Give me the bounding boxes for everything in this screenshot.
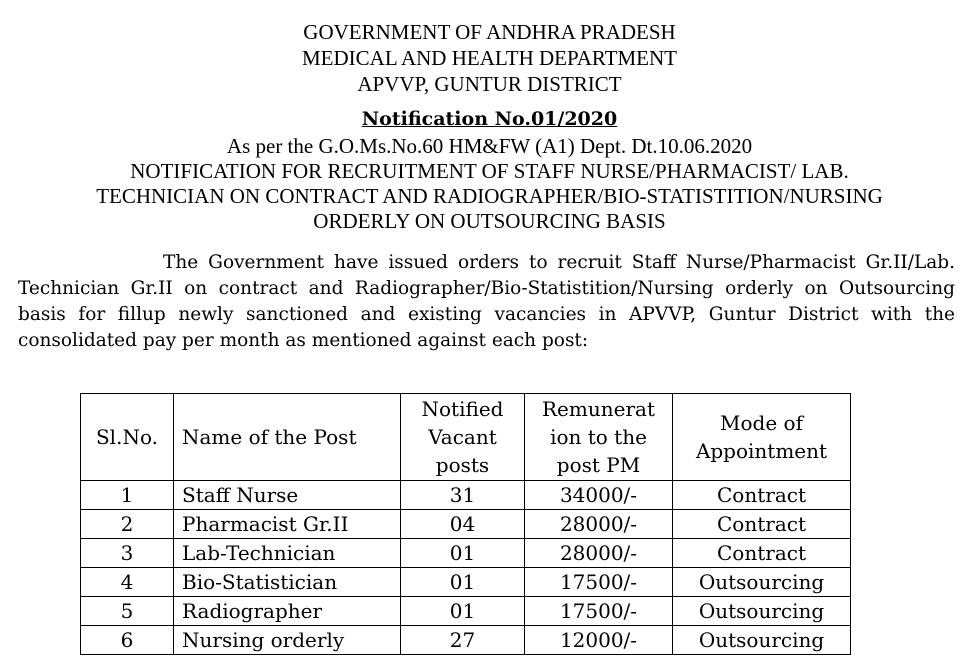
cell-remuneration: 17500/-	[525, 568, 673, 597]
notification-title-line-1: NOTIFICATION FOR RECRUITMENT OF STAFF NURSE/PHARMACIST/ LAB.	[130, 159, 849, 183]
cell-vacant-posts: 01	[401, 539, 525, 568]
header-line-district: APVVP, GUNTUR DISTRICT	[357, 72, 622, 96]
header-remuneration: Remunerat ion to the post PM	[525, 394, 673, 481]
table-row	[81, 597, 851, 626]
notification-title-line-3: ORDERLY ON OUTSOURCING BASIS	[313, 209, 666, 233]
cell-sl-no: 3	[81, 539, 174, 568]
notification-number: Notification No.01/2020	[361, 108, 618, 130]
cell-vacant-posts: 01	[401, 568, 525, 597]
cell-mode: Outsourcing	[673, 626, 851, 655]
notification-title-line-2: TECHNICIAN ON CONTRACT AND RADIOGRAPHER/BIO-STATISTITION/NURSING	[96, 184, 883, 208]
intro-paragraph	[18, 250, 955, 354]
header-vacant-posts: Notified Vacant posts	[401, 394, 525, 481]
cell-remuneration: 34000/-	[525, 481, 673, 510]
header-line-department: MEDICAL AND HEALTH DEPARTMENT	[302, 46, 677, 70]
cell-post-name: Bio-Statistician	[174, 568, 401, 597]
vacancy-table	[80, 393, 851, 655]
cell-post-name: Pharmacist Gr.II	[174, 510, 401, 539]
header-post-name: Name of the Post	[174, 394, 401, 481]
cell-vacant-posts: 31	[401, 481, 525, 510]
table-row	[81, 568, 851, 597]
cell-sl-no: 5	[81, 597, 174, 626]
cell-sl-no: 1	[81, 481, 174, 510]
cell-sl-no: 6	[81, 626, 174, 655]
cell-post-name: Lab-Technician	[174, 539, 401, 568]
cell-sl-no: 4	[81, 568, 174, 597]
table-row	[81, 626, 851, 655]
header-line-government: GOVERNMENT OF ANDHRA PRADESH	[303, 20, 676, 44]
table-row	[81, 539, 851, 568]
cell-mode: Outsourcing	[673, 597, 851, 626]
header-mode: Mode of Appointment	[673, 394, 851, 481]
cell-post-name: Radiographer	[174, 597, 401, 626]
table-row	[81, 510, 851, 539]
cell-post-name: Nursing orderly	[174, 626, 401, 655]
cell-remuneration: 28000/-	[525, 510, 673, 539]
intro-paragraph-text: The Government have issued orders to recruit Staff Nurse/Pharmacist Gr.II/Lab. Technician Gr.II on contract and Radiographer/Bio-Statistition/Nursing orderly on Outsourcing basis for fillup newly sanctioned and existing vacancies in APVVP, Guntur District with the consolidated pay per month as mentioned against each post:	[18, 252, 955, 351]
cell-remuneration: 12000/-	[525, 626, 673, 655]
cell-vacant-posts: 01	[401, 597, 525, 626]
cell-sl-no: 2	[81, 510, 174, 539]
table-header-row	[81, 394, 851, 481]
cell-post-name: Staff Nurse	[174, 481, 401, 510]
cell-mode: Contract	[673, 539, 851, 568]
cell-remuneration: 28000/-	[525, 539, 673, 568]
cell-mode: Contract	[673, 510, 851, 539]
cell-mode: Outsourcing	[673, 568, 851, 597]
go-reference: As per the G.O.Ms.No.60 HM&FW (A1) Dept. Dt.10.06.2020	[226, 134, 753, 158]
cell-vacant-posts: 04	[401, 510, 525, 539]
table-row	[81, 481, 851, 510]
cell-vacant-posts: 27	[401, 626, 525, 655]
cell-remuneration: 17500/-	[525, 597, 673, 626]
cell-mode: Contract	[673, 481, 851, 510]
header-sl-no: Sl.No.	[81, 394, 174, 481]
